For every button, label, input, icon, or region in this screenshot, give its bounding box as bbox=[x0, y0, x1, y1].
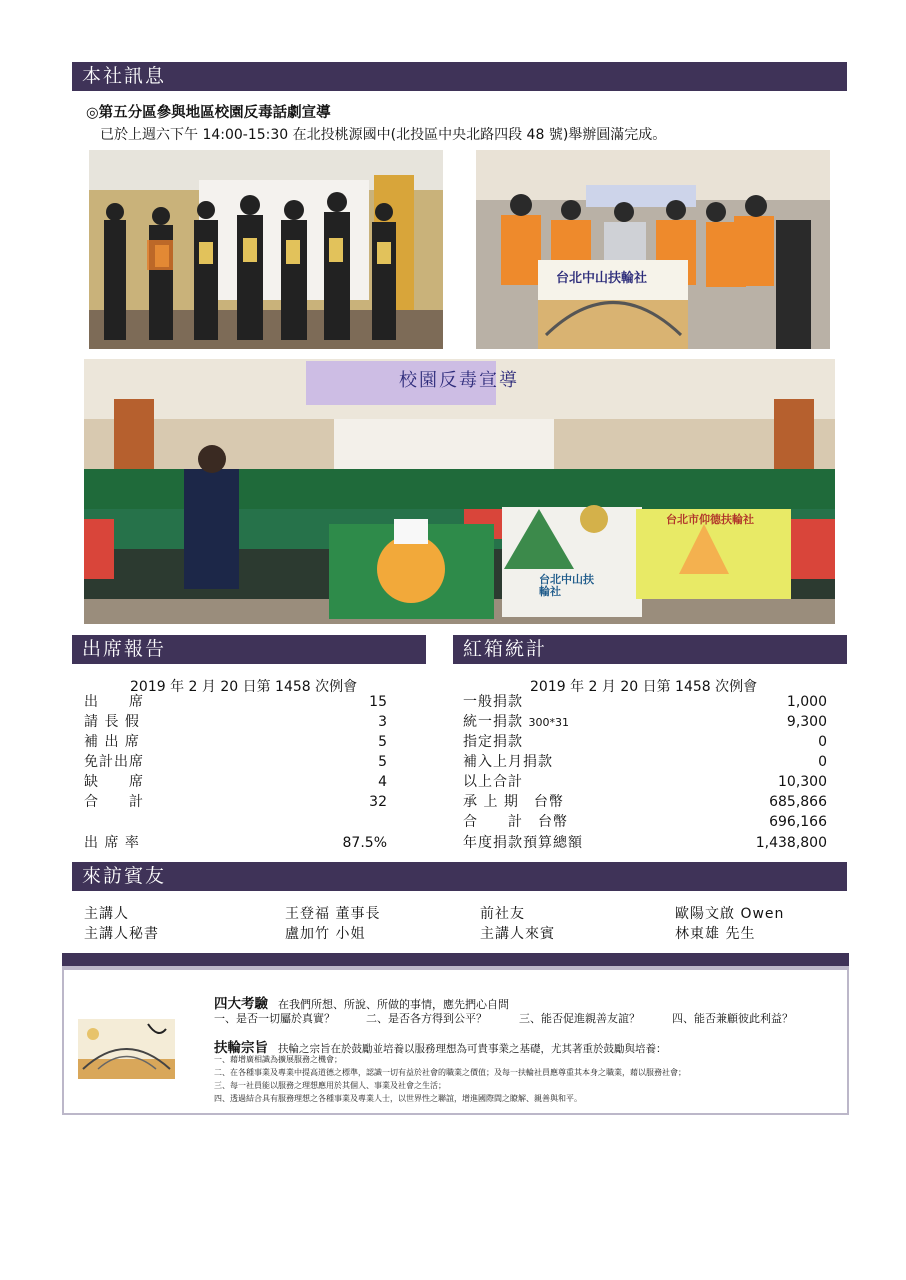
photo-group-banner bbox=[476, 150, 830, 349]
donation-label: 指定捐款 bbox=[463, 734, 523, 750]
donation-label: 一般捐款 bbox=[463, 694, 523, 710]
donation-value: 10,300 bbox=[778, 774, 827, 790]
news-headline: ◎第五分區參與地區校園反毒話劇宣導 bbox=[86, 105, 331, 121]
attendance-row bbox=[84, 752, 387, 772]
donation-value: 0 bbox=[818, 754, 827, 770]
donation-row bbox=[463, 712, 827, 732]
attendance-row bbox=[84, 792, 387, 812]
rotary-objective-intro: 扶輪之宗旨在於鼓勵並培養以服務理想為可貴事業之基礎，尤其著重於鼓勵與培養： bbox=[277, 1043, 667, 1055]
donation-note: 300*31 bbox=[528, 716, 569, 729]
four-way-test-item: 三、能否促進親善友誼？ bbox=[519, 1012, 640, 1025]
donation-label: 年度捐款預算總額 bbox=[463, 835, 583, 851]
section-attendance-header: 出席報告 bbox=[72, 635, 426, 664]
footer-box bbox=[62, 953, 849, 1115]
rotary-objective-item: 四、透過結合具有服務理想之各種事業及專業人士，以世界性之聯誼，增進國際間之瞭解、親善與和平。 bbox=[214, 1094, 582, 1103]
four-way-test-intro: 在我們所想、所說、所做的事情，應先捫心自問 bbox=[277, 998, 509, 1011]
visitor-role: 主講人秘書 bbox=[84, 926, 159, 942]
attendance-row bbox=[84, 712, 387, 732]
footer-top-bar bbox=[62, 953, 849, 966]
photo-hall-students bbox=[84, 359, 835, 624]
attendance-row bbox=[84, 692, 387, 712]
news-body: 已於上週六下午 14:00-15:30 在北投桃源國中(北投區中央北路四段 48 號)舉辦圓滿完成。 bbox=[100, 127, 667, 143]
donation-label-text: 統一捐款 bbox=[463, 714, 523, 730]
attendance-rate-label: 出 席 率 bbox=[84, 835, 140, 851]
visitor-name: 王登福 董事長 bbox=[285, 906, 381, 922]
footer-top-rule bbox=[62, 966, 849, 970]
attendance-label: 請 長 假 bbox=[84, 714, 140, 730]
section-donations-header: 紅箱統計 bbox=[453, 635, 847, 664]
attendance-label: 合 計 bbox=[84, 794, 144, 810]
attendance-value: 3 bbox=[378, 714, 387, 730]
four-way-test-item: 二、是否各方得到公平？ bbox=[366, 1012, 487, 1025]
donation-label bbox=[463, 712, 569, 733]
donation-label: 合 計 台幣 bbox=[463, 814, 568, 830]
attendance-value: 4 bbox=[378, 774, 387, 790]
donation-value: 1,000 bbox=[786, 694, 827, 710]
donation-value: 9,300 bbox=[786, 714, 827, 730]
visitor-name: 林東雄 先生 bbox=[675, 926, 756, 942]
section-visitors-header: 來訪賓友 bbox=[72, 862, 847, 891]
donation-row bbox=[463, 792, 827, 812]
donation-row bbox=[463, 732, 827, 752]
four-way-test-item: 四、能否兼顧彼此利益？ bbox=[672, 1012, 793, 1025]
rotary-objective-item: 一、藉增廣相識為擴展服務之機會； bbox=[214, 1055, 342, 1064]
attendance-label: 免計出席 bbox=[84, 754, 144, 770]
photo3-flag2-text: 台北中山扶輪社 bbox=[539, 573, 594, 598]
visitor-role: 主講人來賓 bbox=[480, 926, 555, 942]
attendance-row bbox=[84, 732, 387, 752]
attendance-label: 缺 席 bbox=[84, 774, 144, 790]
rotary-objective-item: 三、每一社員能以服務之理想應用於其個人、事業及社會之生活； bbox=[214, 1081, 446, 1090]
visitor-name: 歐陽文啟 Owen bbox=[675, 906, 785, 922]
four-way-test-title: 四大考驗 bbox=[214, 996, 268, 1012]
attendance-value: 15 bbox=[369, 694, 387, 710]
photo3-banner-text: 校園反毒宣導 bbox=[399, 370, 519, 391]
donations-title: 2019 年 2 月 20 日第 1458 次例會 bbox=[530, 679, 758, 695]
attendance-title: 2019 年 2 月 20 日第 1458 次例會 bbox=[130, 679, 358, 695]
attendance-value: 32 bbox=[369, 794, 387, 810]
attendance-value: 5 bbox=[378, 754, 387, 770]
donation-row bbox=[463, 692, 827, 712]
donation-value: 1,438,800 bbox=[755, 835, 827, 851]
footer-illustration bbox=[78, 1019, 175, 1079]
donation-label: 以上合計 bbox=[463, 774, 523, 790]
donation-value: 0 bbox=[818, 734, 827, 750]
photo3-flag3-text: 台北市仰德扶輪社 bbox=[666, 513, 754, 526]
four-way-test-item: 一、是否一切屬於真實？ bbox=[214, 1012, 335, 1025]
rotary-objective-title: 扶輪宗旨 bbox=[214, 1040, 268, 1056]
donation-row bbox=[463, 812, 827, 832]
attendance-rate-row bbox=[84, 833, 387, 853]
donation-value: 696,166 bbox=[769, 814, 827, 830]
donation-label: 補入上月捐款 bbox=[463, 754, 553, 770]
photo2-banner-text: 台北中山扶輪社 bbox=[556, 271, 648, 286]
donation-row bbox=[463, 752, 827, 772]
donation-label: 承 上 期 台幣 bbox=[463, 794, 564, 810]
donation-value: 685,866 bbox=[769, 794, 827, 810]
rotary-objective-item: 二、在各種事業及專業中提高道德之標準，認識一切有益於社會的職業之價值；及每一扶輪社員應尊重其本身之職業，藉以服務社會； bbox=[214, 1068, 686, 1077]
four-way-test bbox=[214, 992, 509, 1012]
donation-row bbox=[463, 833, 827, 853]
visitor-role: 主講人 bbox=[84, 906, 129, 922]
attendance-rate-value: 87.5% bbox=[342, 835, 387, 851]
photo-group-pennants bbox=[89, 150, 443, 349]
visitor-role: 前社友 bbox=[480, 906, 525, 922]
attendance-value: 5 bbox=[378, 734, 387, 750]
attendance-label: 補 出 席 bbox=[84, 734, 140, 750]
attendance-label: 出 席 bbox=[84, 694, 144, 710]
rotary-objective bbox=[214, 1036, 666, 1056]
attendance-row bbox=[84, 772, 387, 792]
section-news-header: 本社訊息 bbox=[72, 62, 847, 91]
visitor-name: 盧加竹 小姐 bbox=[285, 926, 366, 942]
donation-row bbox=[463, 772, 827, 792]
